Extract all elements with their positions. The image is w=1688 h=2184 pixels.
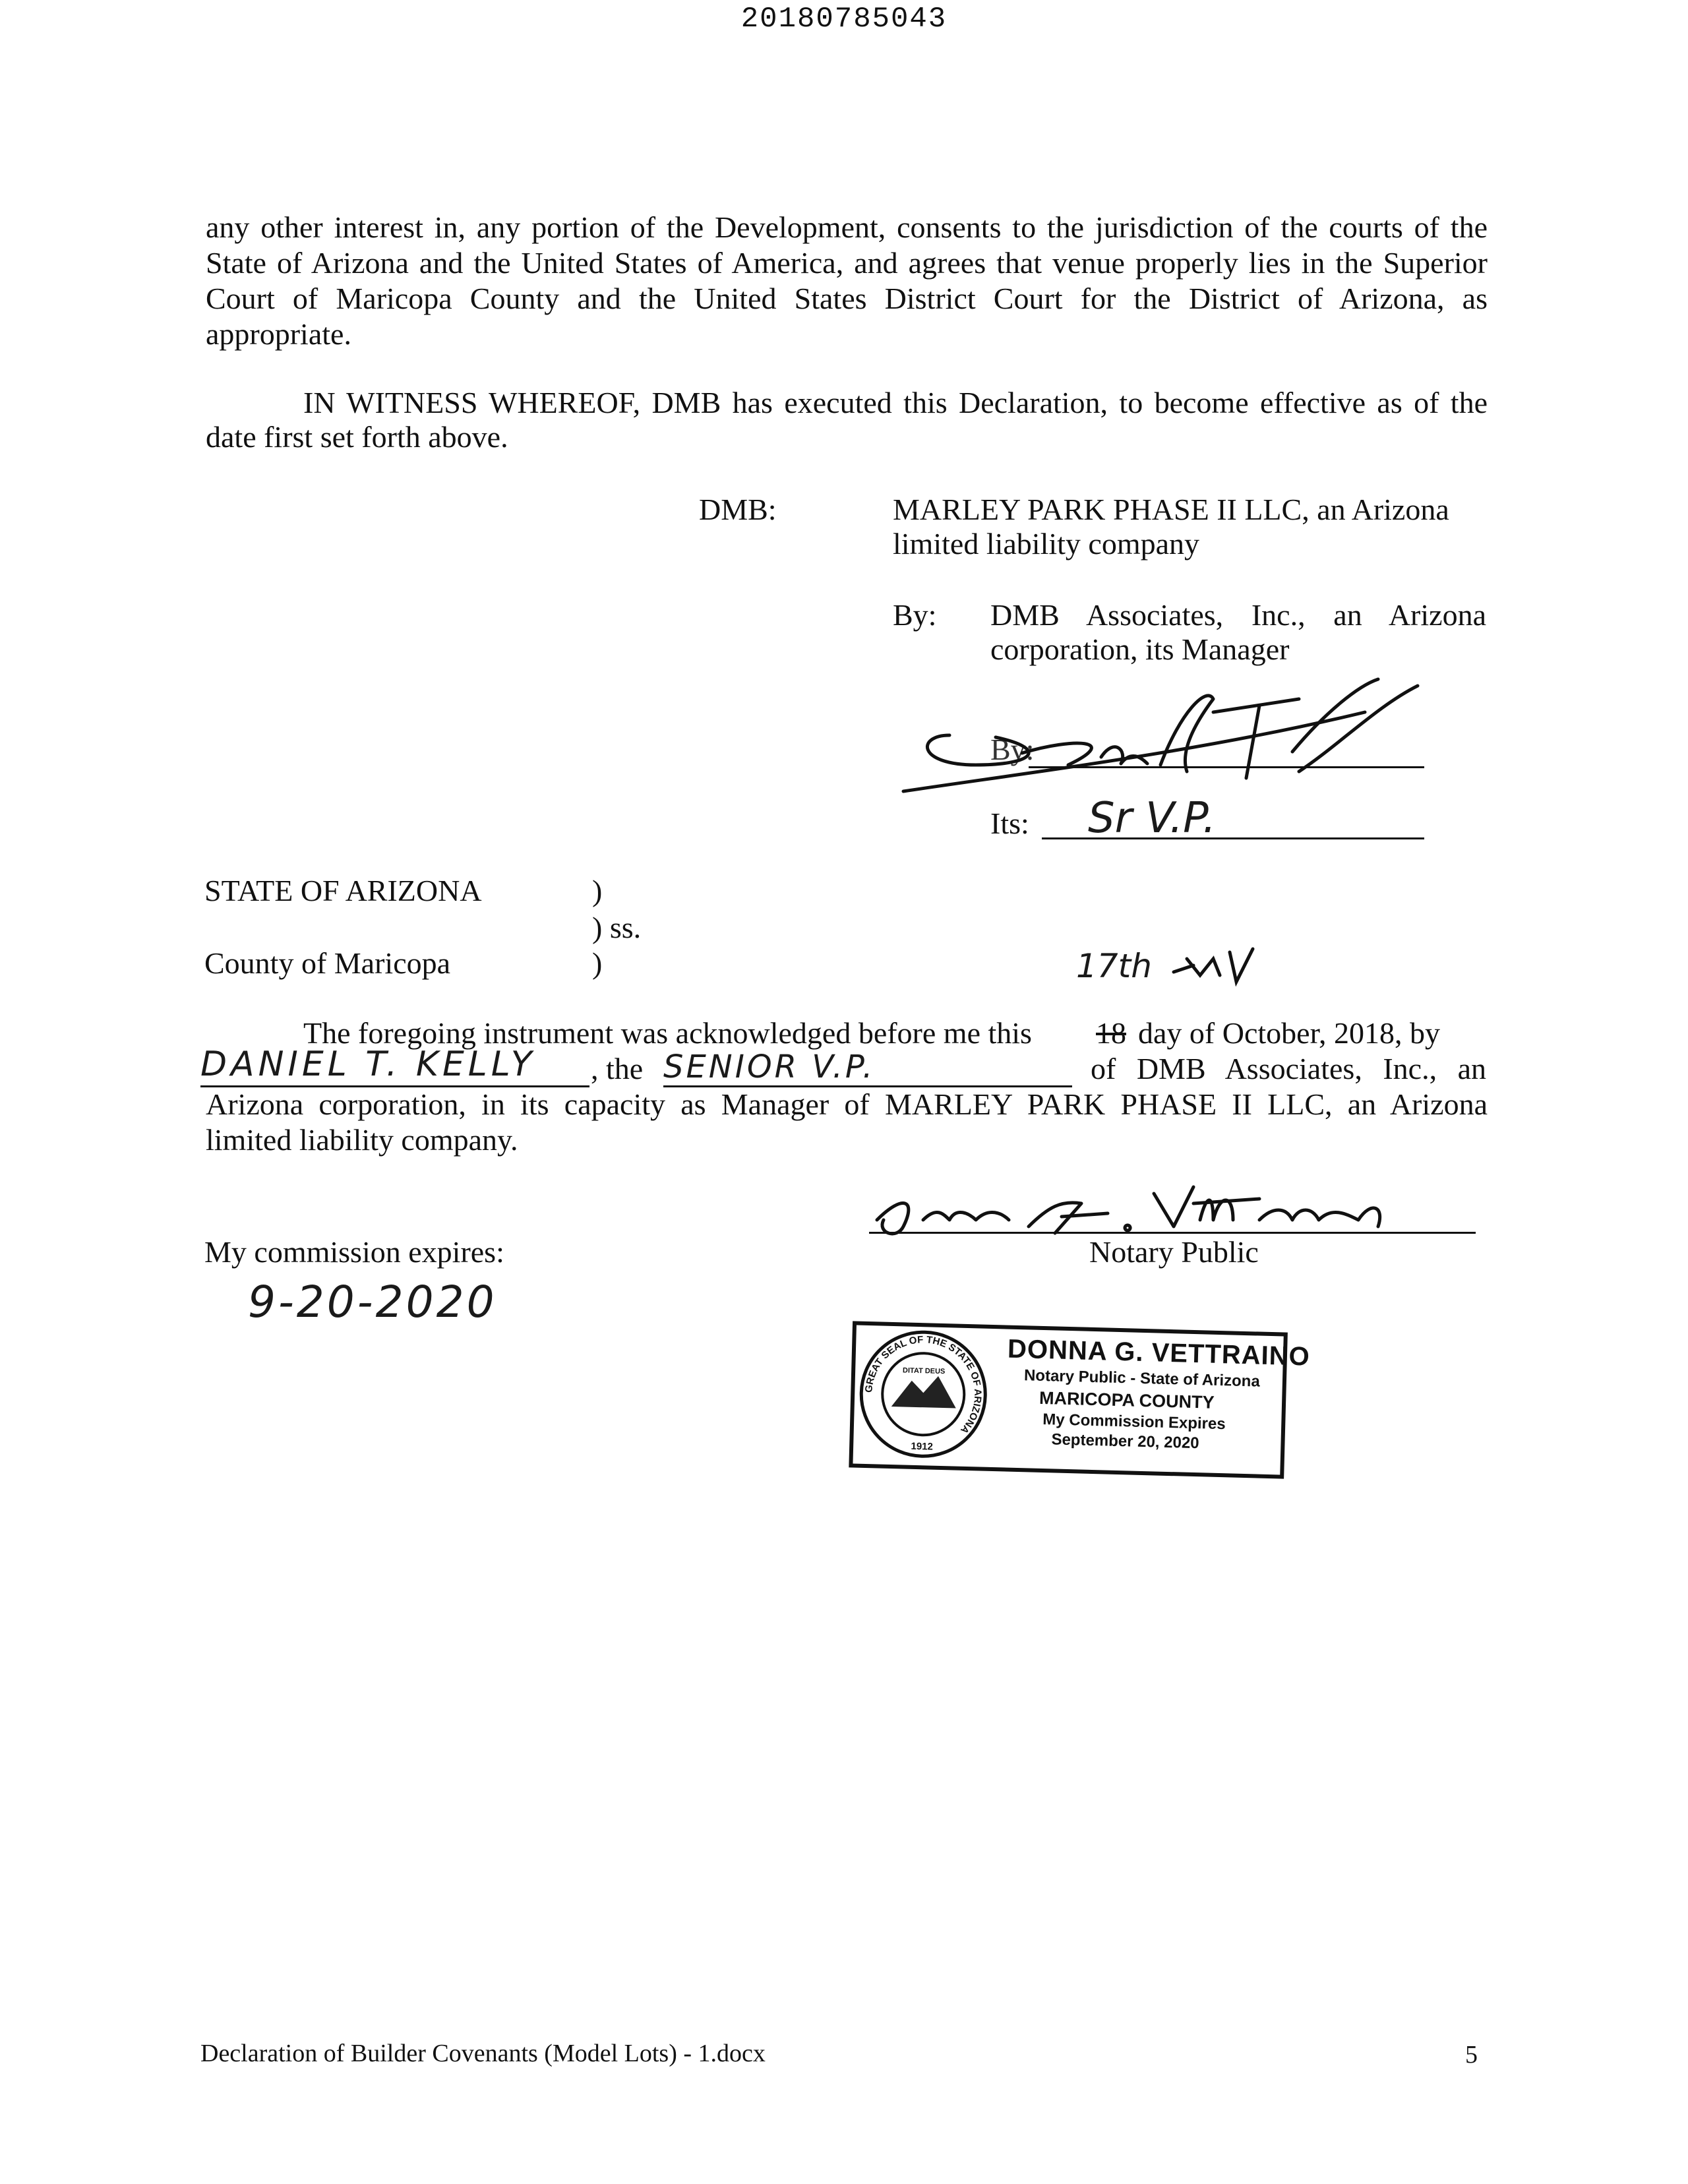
handwritten-signature xyxy=(903,673,1444,811)
paragraph-1-line-4: appropriate. xyxy=(206,317,351,351)
struck-day: 18 xyxy=(1096,1016,1126,1050)
footer-page-number: 5 xyxy=(1465,2041,1478,2069)
ack-line-3: Arizona corporation, in its capacity as Manager of MARLEY PARK PHASE II LLC, an Arizona xyxy=(206,1087,1488,1121)
company-line-2: limited liability company xyxy=(893,527,1200,561)
stamp-line-3: My Commission Expires xyxy=(1042,1410,1226,1434)
ack-line-2-post: of DMB Associates, Inc., an xyxy=(1091,1052,1486,1085)
venue-ss: ) ss. xyxy=(592,911,642,944)
stamp-line-4: September 20, 2020 xyxy=(1051,1430,1199,1453)
its-label: Its: xyxy=(990,806,1029,840)
recording-number: 20180785043 xyxy=(740,3,948,36)
signer-title-handwritten: SENIOR V.P. xyxy=(663,1048,876,1085)
footer-doc-name: Declaration of Builder Covenants (Model Lots) - 1.docx xyxy=(200,2040,766,2067)
ack-line-1-pre: The foregoing instrument was acknowledged before me this xyxy=(303,1016,1032,1050)
paragraph-1-line-1: any other interest in, any portion of the Development, consents to the jurisdiction of the courts of the xyxy=(206,210,1488,244)
notary-public-label: Notary Public xyxy=(1089,1235,1259,1269)
commission-label: My commission expires: xyxy=(204,1235,504,1269)
signer-name-handwritten: DANIEL T. KELLY xyxy=(200,1045,536,1084)
notary-stamp xyxy=(849,1321,1311,1484)
paragraph-2-line-2: date first set forth above. xyxy=(206,420,508,454)
venue-paren-1: ) xyxy=(592,874,603,907)
stamp-line-2: MARICOPA COUNTY xyxy=(1039,1387,1215,1412)
commission-date: 9-20-2020 xyxy=(248,1277,497,1327)
signer-by-label: By: xyxy=(990,733,1035,766)
arizona-seal xyxy=(857,1328,990,1461)
seal-ring-text: GREAT SEAL OF THE STATE OF ARIZONA xyxy=(863,1334,984,1436)
dmb-label: DMB: xyxy=(699,493,777,526)
by-label: By: xyxy=(893,598,937,632)
notary-signature-line xyxy=(869,1232,1476,1234)
venue-county: County of Maricopa xyxy=(204,946,451,980)
seal-year: 1912 xyxy=(911,1440,934,1453)
ack-line-1-post: day of October, 2018, by xyxy=(1138,1016,1441,1050)
paragraph-1-line-3: Court of Maricopa County and the United States District Court for the District of Arizona, as xyxy=(206,282,1488,315)
handwritten-title: Sr V.P. xyxy=(1088,794,1217,843)
venue-paren-3: ) xyxy=(592,946,603,980)
ack-the: , the xyxy=(591,1052,644,1085)
stamp-name: DONNA G. VETTRAINO xyxy=(1007,1334,1311,1372)
venue-state: STATE OF ARIZONA xyxy=(204,874,482,907)
ack-line-4: limited liability company. xyxy=(206,1123,518,1157)
corrected-day: 17th xyxy=(1076,947,1152,985)
stamp-line-1: Notary Public - State of Arizona xyxy=(1023,1366,1261,1391)
paragraph-2-line-1: IN WITNESS WHEREOF, DMB has executed this Declaration, to become effective as of the xyxy=(303,386,1488,419)
initials-mark xyxy=(1167,946,1259,992)
manager-line-1: DMB Associates, Inc., an Arizona xyxy=(990,598,1486,632)
manager-line-2: corporation, its Manager xyxy=(990,632,1290,666)
seal-motto: DITAT DEUS xyxy=(902,1366,946,1376)
paragraph-1-line-2: State of Arizona and the United States of America, and agrees that venue properly lies in the Superior xyxy=(206,246,1488,280)
company-line-1: MARLEY PARK PHASE II LLC, an Arizona xyxy=(893,493,1449,526)
